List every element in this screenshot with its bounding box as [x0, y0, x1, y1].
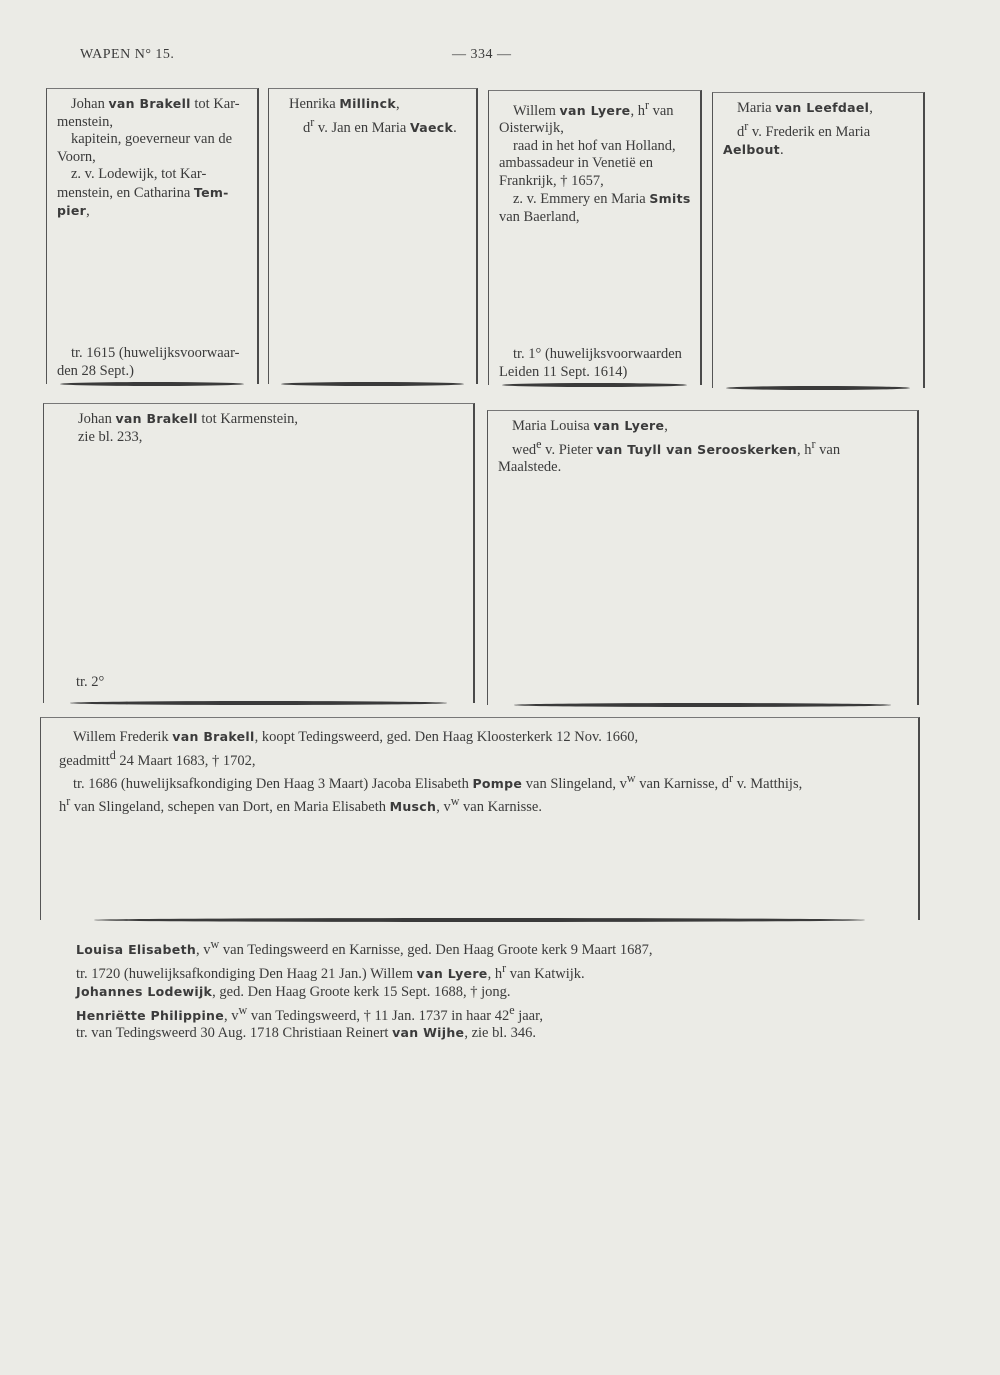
child-name: Louisa Elisabeth — [76, 941, 197, 957]
text: , v — [436, 798, 451, 815]
card-willem-van-lyere — [488, 90, 702, 385]
text: , — [664, 418, 668, 434]
text: Oisterwijk, — [499, 120, 564, 137]
text: v. Frederik en Maria — [748, 123, 871, 140]
text: tot Karmenstein, — [197, 411, 299, 427]
text: ambassadeur in Venetië en — [499, 155, 653, 172]
surname: Vaeck — [409, 119, 454, 135]
superscript: e — [509, 1002, 515, 1017]
text: , zie bl. 346. — [464, 1025, 537, 1042]
text: zie bl. 233, — [78, 428, 143, 445]
surname: van Lyere — [559, 102, 631, 118]
text: van Slingeland, v — [522, 775, 627, 792]
text: tr. 1615 (huwelijksvoorwaar- — [71, 345, 240, 361]
text: Voorn, — [57, 148, 96, 165]
text: van Katwijk. — [506, 965, 585, 982]
text: , ged. Den Haag Groote kerk 15 Sept. 1688, † jong. — [212, 983, 511, 1000]
text: tot Kar- — [190, 96, 240, 112]
text: Johan — [71, 96, 109, 112]
superscript: w — [450, 794, 460, 809]
text: Willem Frederik — [73, 729, 173, 745]
superscript: w — [210, 937, 220, 951]
text: Johan — [78, 411, 116, 427]
text: van Tedingsweerd en Karnisse, ged. Den Haag Groote kerk 9 Maart 1687, — [219, 941, 653, 958]
surname: van Tuyll van Serooskerken — [596, 441, 798, 457]
text: , — [395, 96, 400, 112]
text: tr. 1686 (huwelijksafkondiging Den Haag 3 Maart) Jacoba Elisabeth — [73, 775, 473, 792]
text: 24 Maart 1683, † 1702, — [115, 752, 256, 769]
surname: van Lyere — [593, 418, 665, 433]
text: z. v. Emmery en Maria — [513, 191, 650, 208]
superscript: r — [729, 770, 734, 785]
text: , v — [196, 941, 211, 958]
text: tr. 1720 (huwelijksafkondiging Den Haag 21 Jan.) Willem — [76, 965, 417, 982]
text: Frankrijk, † 1657, — [499, 172, 604, 189]
children-list — [76, 935, 906, 1042]
marriage-note — [76, 674, 465, 692]
text: van — [648, 102, 674, 119]
text: , h — [487, 965, 503, 982]
text: . — [453, 119, 457, 136]
text: z. v. Lodewijk, tot Kar- — [71, 166, 207, 182]
card-johan-van-brakell-father — [46, 88, 259, 384]
text: van Tedingsweerd, † 11 Jan. 1737 in haar 42 — [247, 1007, 510, 1024]
surname: Smits — [649, 191, 691, 207]
surname: van Brakell — [115, 411, 198, 426]
text: tr. 1° (huwelijksvoorwaarden — [513, 346, 682, 362]
superscript: w — [238, 1002, 248, 1017]
surname: van Brakell — [108, 96, 191, 111]
text: , h — [797, 441, 812, 458]
surname: Musch — [389, 798, 437, 814]
text: , — [869, 100, 873, 116]
superscript: r — [66, 794, 71, 809]
text: van — [815, 441, 841, 458]
surname: pier — [57, 203, 87, 218]
text: , koopt Tedingsweerd, ged. Den Haag Kloosterkerk 12 Nov. 1660, — [254, 729, 639, 745]
text: den 28 Sept.) — [57, 362, 134, 379]
surname: Millinck — [339, 96, 396, 111]
superscript: r — [811, 436, 816, 451]
surname: Aelbout — [723, 141, 780, 157]
text: menstein, — [57, 113, 113, 130]
text: v. Matthijs, — [733, 775, 803, 792]
text: van Karnisse. — [459, 798, 542, 815]
superscript: d — [109, 747, 116, 762]
text: d — [737, 123, 745, 140]
marriage-note — [57, 345, 249, 380]
text: tr. 2° — [76, 673, 105, 690]
text: Maria Louisa — [512, 418, 594, 434]
text: Willem — [513, 102, 560, 119]
surname: van Brakell — [172, 729, 255, 744]
surname: Tem- — [193, 184, 229, 200]
text: , h — [630, 102, 645, 119]
text: van Slingeland, schepen van Dort, en Maria Elisabeth — [70, 798, 390, 815]
text: tr. van Tedingsweerd 30 Aug. 1718 Christiaan Reinert — [76, 1025, 393, 1042]
card-maria-van-leefdael — [712, 92, 925, 388]
card-maria-louisa-van-lyere — [487, 410, 919, 705]
text: , — [86, 203, 90, 219]
text: menstein, en Catharina — [57, 184, 194, 201]
superscript: r — [502, 960, 507, 975]
text: . — [779, 141, 784, 158]
page-number: — 334 — — [452, 47, 512, 62]
surname: van Wijhe — [392, 1025, 465, 1041]
text: d — [303, 119, 311, 136]
marriage-note — [499, 346, 692, 381]
text: jaar, — [514, 1007, 543, 1024]
card-willem-frederik-van-brakell — [40, 717, 920, 920]
text: v. Jan en Maria — [314, 119, 410, 136]
card-johan-van-brakell-son — [43, 403, 475, 703]
child-name: Johannes Lodewijk — [76, 983, 213, 999]
superscript: r — [644, 98, 649, 112]
child-name: Henriëtte Philippine — [76, 1007, 225, 1023]
surname: van Lyere — [416, 965, 488, 981]
text: h — [59, 798, 67, 815]
text: Maria — [737, 100, 776, 116]
text: , v — [224, 1007, 239, 1024]
text: Leiden 11 Sept. 1614) — [499, 363, 628, 380]
text: kapitein, goeverneur van de — [71, 131, 233, 147]
text: v. Pieter — [541, 441, 597, 458]
card-henrika-millinck — [268, 88, 478, 384]
superscript: r — [744, 118, 749, 133]
text: Henrika — [289, 96, 340, 112]
surname: van Leefdael — [775, 100, 870, 115]
superscript: w — [626, 770, 636, 785]
text: wed — [512, 441, 537, 458]
arms-number: WAPEN N° 15. — [80, 47, 175, 62]
running-header — [80, 47, 174, 63]
superscript: e — [536, 436, 542, 451]
text: van Baerland, — [499, 208, 580, 225]
superscript: r — [310, 114, 315, 129]
surname: Pompe — [472, 775, 523, 791]
text: raad in het hof van Holland, — [513, 137, 676, 154]
text: geadmitt — [59, 752, 110, 769]
text: van Karnisse, d — [635, 775, 730, 792]
text: Maalstede. — [498, 458, 562, 475]
